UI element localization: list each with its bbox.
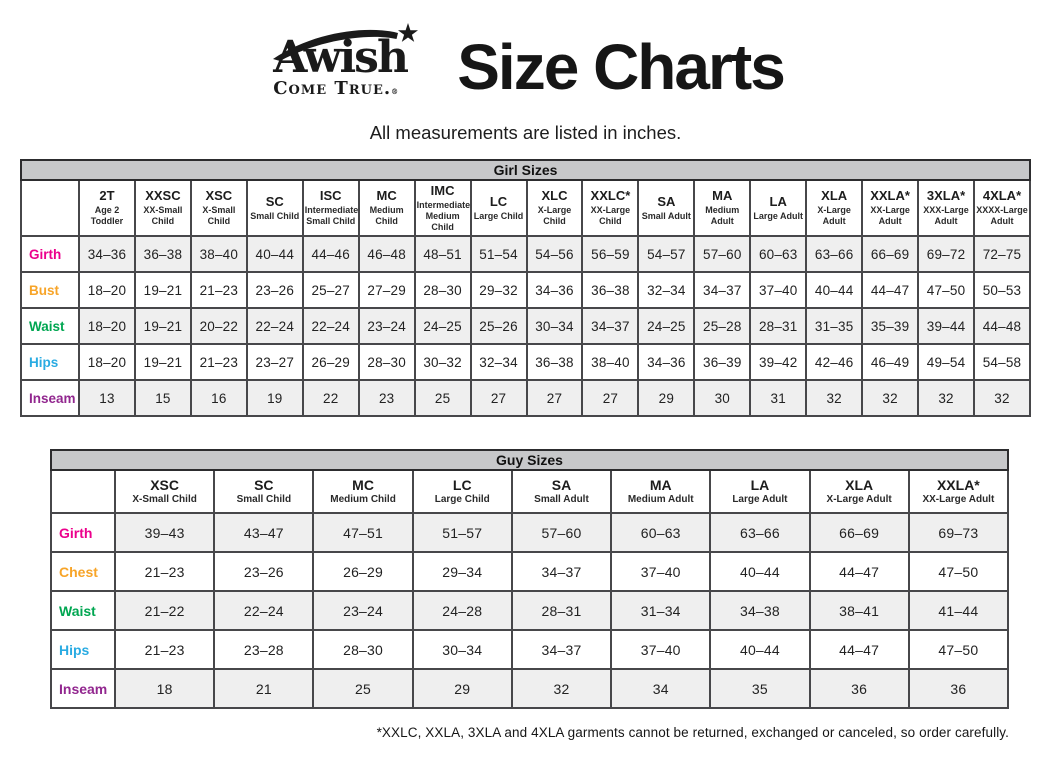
size-cell: 38–41 [810,591,909,630]
size-cell: 32 [806,380,862,416]
size-cell: 24–25 [638,308,694,344]
size-cell: 23–27 [247,344,303,380]
size-cell: 46–49 [862,344,918,380]
size-cell: 69–73 [909,513,1008,552]
size-cell: 47–51 [313,513,412,552]
size-cell: 36–38 [527,344,583,380]
size-cell: 44–47 [810,552,909,591]
table-row [51,630,1008,669]
column-header [471,180,527,236]
logo-wordmark-top: Awish [273,32,407,83]
page-subtitle: All measurements are listed in inches. [369,122,682,143]
column-header [611,470,710,513]
size-table [50,449,1009,709]
column-header [415,180,471,236]
row-label: Waist [51,591,115,630]
column-header [413,470,512,513]
size-cell: 29–34 [413,552,512,591]
size-cell: 22 [303,380,359,416]
column-code: MA [712,188,733,204]
table-row [21,344,1030,380]
column-header [918,180,974,236]
size-cell: 23–26 [247,272,303,308]
size-cell: 72–75 [974,236,1030,272]
size-cell: 54–57 [638,236,694,272]
size-cell: 40–44 [710,552,809,591]
column-desc: Small Child [250,210,300,221]
size-cell: 19–21 [135,344,191,380]
size-cell: 28–31 [512,591,611,630]
size-cell: 30–34 [413,630,512,669]
row-label: Hips [51,630,115,669]
column-header [247,180,303,236]
column-code: 2T [99,188,115,204]
size-cell: 50–53 [974,272,1030,308]
column-code: IMC [430,183,455,198]
column-desc: Large Adult [732,494,788,506]
size-cell: 28–30 [359,344,415,380]
size-cell: 56–59 [582,236,638,272]
row-label: Bust [21,272,79,308]
size-table [20,159,1031,417]
column-header [313,470,412,513]
size-cell: 30–32 [415,344,471,380]
column-header [214,470,313,513]
column-code: SA [657,193,676,209]
corner-cell [51,470,115,513]
column-desc: XXX-Large Adult [923,205,969,227]
row-label: Hips [21,344,79,380]
size-cell: 39–42 [750,344,806,380]
column-header [806,180,862,236]
size-cell: 38–40 [191,236,247,272]
column-header [115,470,214,513]
size-cell: 32–34 [638,272,694,308]
size-cell: 39–43 [115,513,214,552]
size-cell: 21–23 [191,344,247,380]
size-cell: 41–44 [909,591,1008,630]
size-cell: 51–57 [413,513,512,552]
column-desc: Large Child [434,494,490,506]
size-cell: 23–24 [359,308,415,344]
row-label: Inseam [21,380,79,416]
column-desc: XX-Large Adult [870,205,910,227]
registered-mark: ® [391,87,400,96]
column-desc: Small Adult [534,494,589,506]
size-cell: 38–40 [582,344,638,380]
column-desc: XX-Large Adult [922,494,995,506]
size-cell: 31–34 [611,591,710,630]
column-header [79,180,135,236]
size-cell: 51–54 [471,236,527,272]
size-cell: 24–25 [415,308,471,344]
size-cell: 22–24 [214,591,313,630]
column-code: XXLA* [936,476,980,493]
size-cell: 29 [413,669,512,708]
size-cell: 60–63 [750,236,806,272]
size-cell: 31 [750,380,806,416]
column-code: SC [265,193,284,209]
size-cell: 28–30 [415,272,471,308]
size-cell: 27–29 [359,272,415,308]
size-cell: 36–38 [582,272,638,308]
size-cell: 23–28 [214,630,313,669]
column-header [638,180,694,236]
brand-logo [267,26,435,108]
column-header [862,180,918,236]
column-code: XSC [150,476,179,493]
size-cell: 32 [918,380,974,416]
size-cell: 47–50 [909,552,1008,591]
column-header [909,470,1008,513]
column-code: MC [352,476,374,493]
column-header [810,470,909,513]
column-desc: X-Large Child [537,205,572,227]
size-cell: 43–47 [214,513,313,552]
size-cell: 25–28 [694,308,750,344]
size-cell: 34–37 [694,272,750,308]
table-row [51,669,1008,708]
size-cell: 34–37 [512,630,611,669]
column-desc: XXXX-Large Adult [976,205,1028,227]
size-cell: 15 [135,380,191,416]
size-cell: 28–31 [750,308,806,344]
row-label: Girth [21,236,79,272]
column-header [303,180,359,236]
column-code: XLA [821,188,848,204]
size-cell: 40–44 [247,236,303,272]
size-cell: 21–23 [191,272,247,308]
size-cell: 23 [359,380,415,416]
column-header [750,180,806,236]
column-code: XXLC* [590,188,631,204]
size-cell: 28–30 [313,630,412,669]
page-title: Size Charts [457,31,784,103]
size-cell: 30 [694,380,750,416]
table-row [51,591,1008,630]
size-cell: 36–39 [694,344,750,380]
column-desc: Large Child [473,210,524,221]
size-cell: 16 [191,380,247,416]
size-cell: 30–34 [527,308,583,344]
column-header [135,180,191,236]
page-header [0,26,1051,108]
column-desc: X-Small Child [202,205,236,227]
column-code: MC [376,188,397,204]
size-cell: 19–21 [135,308,191,344]
column-header [359,180,415,236]
logo-wordmark-bottom [273,78,435,99]
logo-wordmark-bottom-text: Come True. [273,78,392,99]
row-label: Girth [51,513,115,552]
column-desc: X-Large Adult [826,494,892,506]
size-cell: 13 [79,380,135,416]
size-cell: 32 [862,380,918,416]
size-cell: 21–22 [115,591,214,630]
table-row [51,552,1008,591]
column-desc: Small Adult [641,210,691,221]
size-cell: 46–48 [359,236,415,272]
table-title: Girl Sizes [21,160,1030,180]
size-cell: 40–44 [710,630,809,669]
size-cell: 22–24 [247,308,303,344]
size-cell: 60–63 [611,513,710,552]
column-desc: XX-Small Child [143,205,183,227]
size-cell: 25–26 [471,308,527,344]
size-cell: 23–26 [214,552,313,591]
size-cell: 34–37 [582,308,638,344]
column-code: SA [551,476,572,493]
size-cell: 21 [214,669,313,708]
footnote: *XXLC, XXLA, 3XLA and 4XLA garments cannot be returned, exchanged or canceled, so order carefully. [376,725,1009,740]
size-cell: 19 [247,380,303,416]
guy-sizes-table [50,449,1009,709]
table-row [21,272,1030,308]
column-desc: Age 2 Toddler [90,205,124,227]
size-cell: 34–36 [527,272,583,308]
size-cell: 44–48 [974,308,1030,344]
column-code: XLC [541,188,568,204]
size-cell: 27 [527,380,583,416]
column-desc: Intermediate Small Child [304,205,359,227]
size-cell: 29 [638,380,694,416]
column-code: XLA [845,476,874,493]
size-cell: 44–47 [862,272,918,308]
column-code: XXLA* [870,188,910,204]
size-cell: 42–46 [806,344,862,380]
column-code: XXSC [145,188,181,204]
column-code: SC [254,476,274,493]
column-desc: Medium Child [330,494,396,506]
size-cell: 26–29 [313,552,412,591]
corner-cell [21,180,79,236]
size-cell: 47–50 [909,630,1008,669]
size-cell: 18–20 [79,344,135,380]
size-cell: 40–44 [806,272,862,308]
size-cell: 39–44 [918,308,974,344]
column-code: LA [769,193,787,209]
size-cell: 49–54 [918,344,974,380]
row-label: Inseam [51,669,115,708]
column-code: LC [489,193,508,209]
swoosh-star-icon [271,22,429,64]
size-cell: 25 [415,380,471,416]
column-desc: Medium Adult [705,205,740,227]
size-cell: 34 [611,669,710,708]
size-cell: 35 [710,669,809,708]
table-title: Guy Sizes [51,450,1008,470]
size-cell: 69–72 [918,236,974,272]
row-label: Chest [51,552,115,591]
size-cell: 36–38 [135,236,191,272]
column-code: LA [750,476,770,493]
table-row [21,380,1030,416]
column-code: 3XLA* [926,188,966,204]
column-desc: X-Large Adult [817,205,851,227]
column-desc: Small Child [236,494,292,506]
size-cell: 32–34 [471,344,527,380]
table-row [51,513,1008,552]
size-cell: 34–36 [638,344,694,380]
size-cell: 66–69 [862,236,918,272]
size-cell: 20–22 [191,308,247,344]
size-cell: 27 [471,380,527,416]
size-cell: 18 [115,669,214,708]
row-label: Waist [21,308,79,344]
size-cell: 18–20 [79,272,135,308]
size-cell: 34–37 [512,552,611,591]
size-cell: 57–60 [694,236,750,272]
size-cell: 24–28 [413,591,512,630]
size-cell: 21–23 [115,630,214,669]
size-cell: 36 [810,669,909,708]
column-code: 4XLA* [982,188,1022,204]
size-cell: 32 [974,380,1030,416]
size-cell: 34–36 [79,236,135,272]
size-cell: 48–51 [415,236,471,272]
table-row [21,308,1030,344]
column-header [512,470,611,513]
column-desc: Medium Adult [627,494,694,506]
size-cell: 37–40 [611,552,710,591]
size-cell: 37–40 [611,630,710,669]
size-cell: 44–46 [303,236,359,272]
column-header [582,180,638,236]
column-code: XSC [205,188,233,204]
column-desc: Large Adult [753,210,804,221]
size-cell: 29–32 [471,272,527,308]
size-cell: 44–47 [810,630,909,669]
column-header [527,180,583,236]
size-cell: 31–35 [806,308,862,344]
size-cell: 27 [582,380,638,416]
size-cell: 47–50 [918,272,974,308]
size-cell: 34–38 [710,591,809,630]
size-cell: 63–66 [806,236,862,272]
size-cell: 19–21 [135,272,191,308]
column-header [710,470,809,513]
size-cell: 18–20 [79,308,135,344]
size-cell: 22–24 [303,308,359,344]
size-cell: 32 [512,669,611,708]
size-cell: 25 [313,669,412,708]
size-cell: 26–29 [303,344,359,380]
table-row [21,236,1030,272]
size-cell: 57–60 [512,513,611,552]
size-cell: 21–23 [115,552,214,591]
column-header [694,180,750,236]
size-cell: 54–58 [974,344,1030,380]
size-cell: 63–66 [710,513,809,552]
column-code: LC [452,476,472,493]
column-code: MA [649,476,672,493]
column-desc: Medium Child [369,205,404,227]
column-desc: Intermediate Medium Child [416,199,471,232]
column-desc: XX-Large Child [590,205,631,227]
size-cell: 66–69 [810,513,909,552]
size-cell: 23–24 [313,591,412,630]
column-desc: X-Small Child [132,494,197,506]
column-code: ISC [319,188,342,204]
size-cell: 37–40 [750,272,806,308]
size-cell: 35–39 [862,308,918,344]
column-header [191,180,247,236]
size-cell: 25–27 [303,272,359,308]
girl-sizes-table [20,159,1031,417]
column-header [974,180,1030,236]
size-cell: 36 [909,669,1008,708]
size-cell: 54–56 [527,236,583,272]
